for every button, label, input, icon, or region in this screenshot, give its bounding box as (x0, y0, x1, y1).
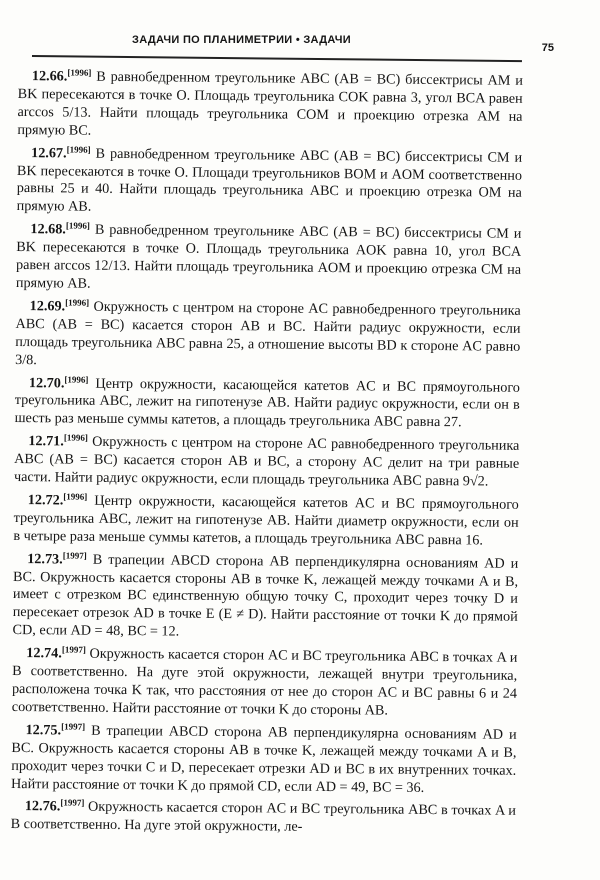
problem-12-71 (14, 429, 520, 492)
problem-list (11, 64, 523, 840)
header-title: ЗАДАЧИ ПО ПЛАНИМЕТРИИ • ЗАДАЧИ (132, 34, 351, 46)
problem-text: Окружность с центром на стороне AC равнобедренного треугольника ABC (AB = BC) касается сторон AB и BC, а сторону AC делит на три равные части. Найти радиус окружности, если площадь треугольника ABC равна 9√2. (13, 433, 520, 490)
problem-text: Окружность касается сторон AC и BC треугольника ABC в точках A и B соответственно. На дуге этой окружности, лежащей внутри треугольника, расположена точка K так, что расстояния от нее до сторон AC и BC равны 6 и 24 соответственно. Найти расстояние от точки K до стороны AB. (11, 645, 518, 719)
problem-12-67 (17, 141, 523, 221)
problem-number: 12.73. (27, 550, 63, 568)
problem-text: В равнобедренном треугольнике ABC (AB = BC) биссектрисы AM и BK пересекаются в точке O. Площадь треугольника COK равна 3, угол BCA равен arccos 5/13. Найти площадь треугольника COM и проекцию отрезка AM на прямую BC. (17, 68, 523, 139)
problem-text: В равнобедренном треугольнике ABC (AB = BC) биссектрисы CM и BK пересекаются в точке O. Площадь треугольника AOK равна 10, угол BCA равен arccos 12/13. Найти площадь треугольника AOM и проекцию отрезка CM на прямую AB. (15, 221, 522, 292)
problem-number: 12.75. (25, 721, 62, 739)
problem-year: [1996] (67, 67, 92, 78)
problem-year: [1996] (65, 297, 90, 308)
problem-12-73 (12, 547, 518, 645)
problem-year: [1997] (61, 644, 86, 655)
running-header (30, 32, 554, 54)
problem-text: Центр окружности, касающейся катетов AC и BC прямоугольного треугольника ABC, лежит на гипотенузе AB. Найти радиус окружности, если он в шесть раз меньше суммы катетов, а площадь треугольника ABC равна 27. (14, 375, 520, 431)
problem-year: [1997] (60, 797, 85, 809)
problem-12-69 (15, 294, 521, 374)
problem-number: 12.68. (30, 221, 66, 238)
problem-year: [1996] (63, 432, 88, 443)
problem-text: В трапеции ABCD сторона AB перпендикулярна основаниям AD и BC. Окружность касается стороны AB в точке K, лежащей между точками A и B, проходит через точки C и D, пересекает отрезки AD и BC в их внутренних точках. Найти расстояние от точки K до прямой CD, если AD = 49, BC = 36. (11, 722, 517, 796)
problem-year: [1997] (62, 550, 87, 561)
problem-12-70 (15, 370, 521, 433)
problem-year: [1996] (65, 220, 90, 231)
problem-year: [1996] (66, 144, 91, 155)
problem-year: [1996] (64, 373, 89, 385)
problem-number: 12.76. (24, 798, 61, 815)
problem-year: [1997] (61, 721, 86, 732)
problem-number: 12.74. (26, 645, 62, 662)
problem-text: Окружность касается сторон AC и BC треугольника ABC в точках A и B соответственно. На дуге этой окружности, ле- (10, 799, 516, 836)
problem-12-76 (11, 794, 516, 839)
problem-number: 12.72. (27, 492, 64, 509)
problem-number: 12.67. (31, 144, 67, 162)
problem-text: В трапеции ABCD сторона AB перпендикулярна основаниям AD и BC. Окружность касается стороны AB в точке K, лежащей между точками A и B, имеет с отрезком BC единственную общую точку C, проходит через точку D и пересекает отрезок AD в точке E (E ≠ D). Найти расстояние от точки K до прямой CD, если AD = 48, BC = 12. (12, 551, 519, 640)
problem-text: Окружность с центром на стороне AC равнобедренного треугольника ABC (AB = BC) касается сторон AB и BC. Найти радиус окружности, если площадь треугольника ABC равна 25, а отношение высоты BD к стороне AC равно 3/8. (15, 298, 521, 368)
problem-text: Центр окружности, касающейся катетов AC и BC прямоугольного треугольника ABC, лежит на гипотенузе AB. Найти диаметр окружности, если он в четыре раза меньше суммы катетов, а площадь треугольника ABC равна 16. (13, 492, 519, 549)
problem-12-74 (12, 641, 518, 721)
problem-number: 12.66. (31, 68, 68, 85)
problem-12-75 (11, 718, 517, 798)
page-number: 75 (541, 42, 554, 54)
problem-number: 12.69. (29, 297, 66, 315)
problem-12-68 (16, 217, 522, 297)
problem-12-72 (13, 488, 519, 551)
problem-number: 12.70. (28, 374, 65, 391)
problem-year: [1996] (63, 491, 88, 502)
problem-12-66 (17, 64, 523, 144)
problem-text: В равнобедренном треугольнике ABC (AB = BC) биссектрисы CM и BK пересекаются в точке O. Площади треугольников BOM и AOM соответственно равны 25 и 40. Найти площадь треугольника ABC и проекцию отрезка OM на прямую AB. (16, 145, 523, 216)
header-rule (32, 55, 522, 62)
problem-number: 12.71. (28, 433, 64, 450)
